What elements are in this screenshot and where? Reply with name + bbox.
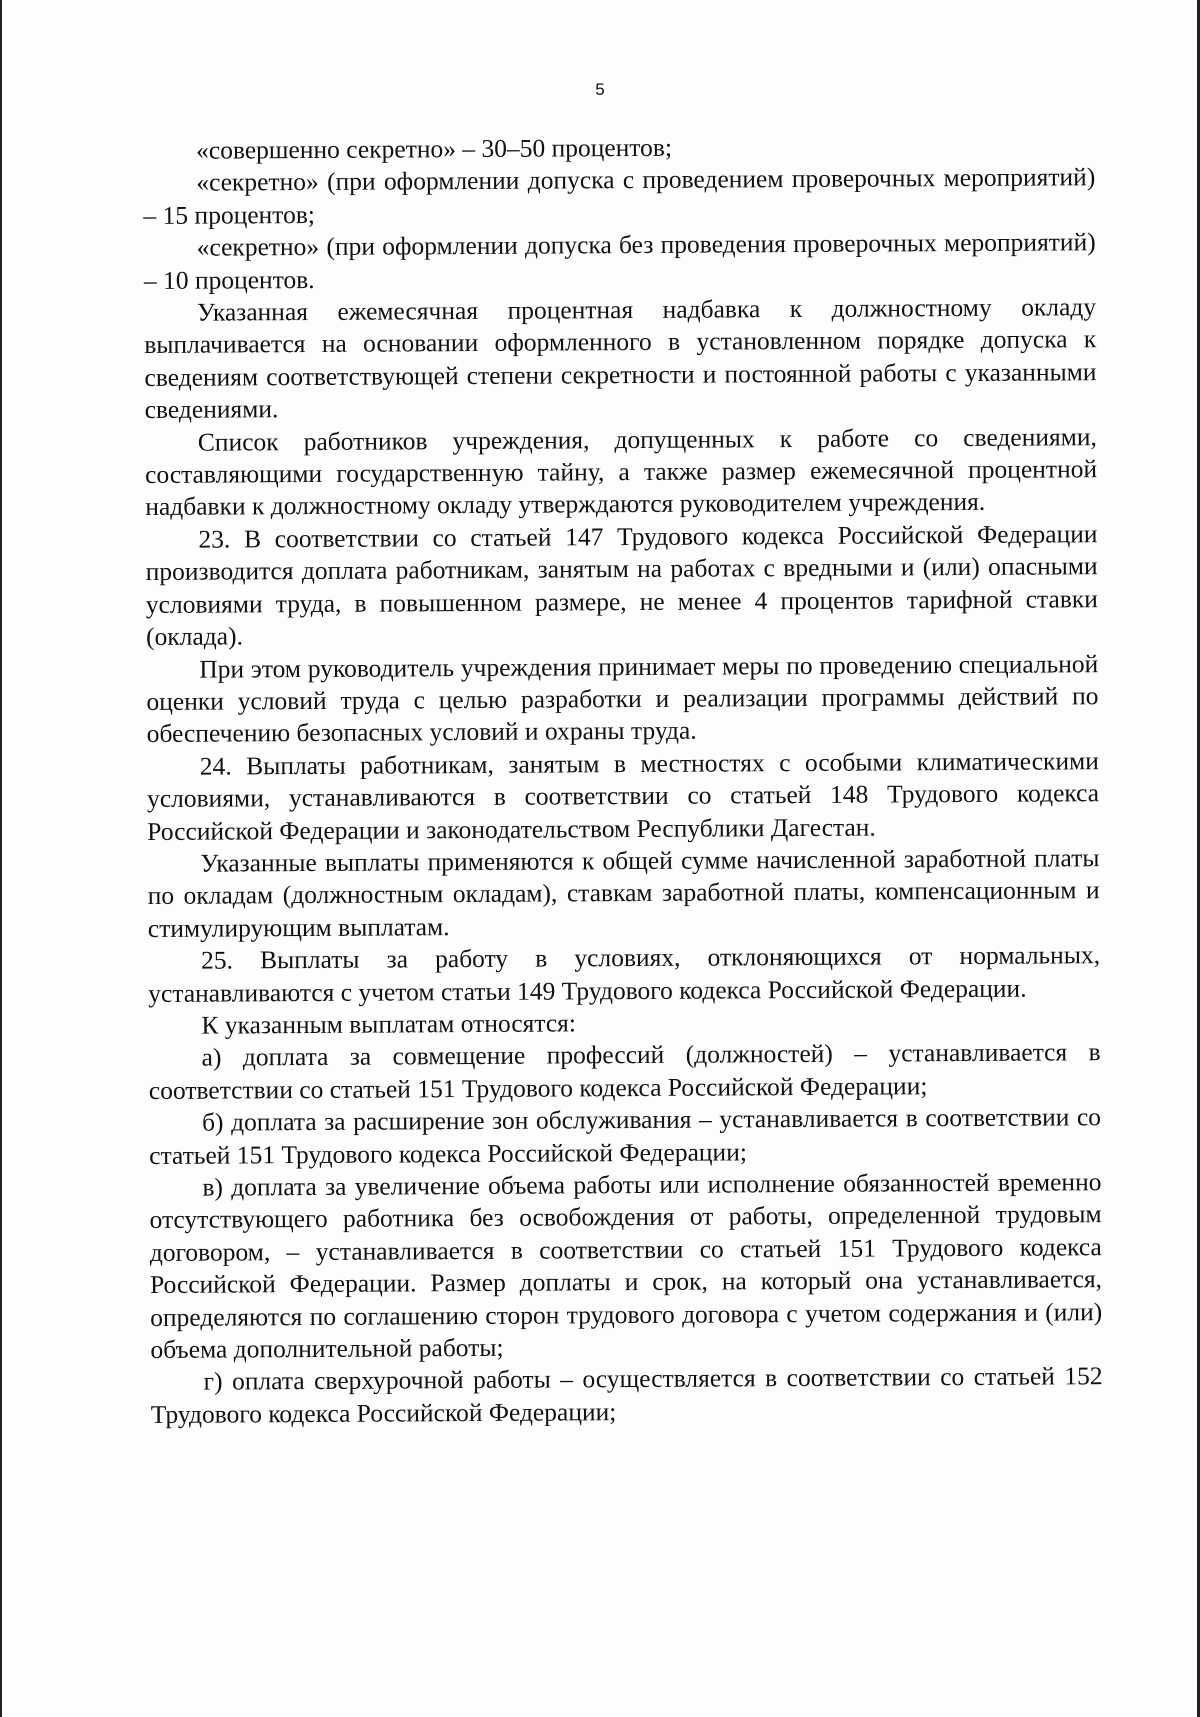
paragraph: Указанная ежемесячная процентная надбавка к должностному окладу выплачивается на основании оформленного в установленном порядке допуска к сведениям соответствующей степени секретности и постоянной работы с указанными сведениями. (144, 292, 1097, 425)
list-item-v: в) доплата за увеличение объема работы или исполнение обязанностей временно отсутствующего работника без освобождения от работы, определенной трудовым договором, – устанавливается в соответствии со статьей 151 Трудового кодекса Российской Федерации. Размер доплаты и срок, на который она устанавливается, определяются по соглашению сторон трудового договора с учетом содержания и (или) объема дополнительной работы; (149, 1167, 1103, 1365)
paragraph: При этом руководитель учреждения принимает меры по проведению специальной оценки условий труда с целью разработки и реализации программы действий по обеспечению безопасных условий и охраны труда. (146, 648, 1099, 749)
paragraph: Список работников учреждения, допущенных к работе со сведениями, составляющими государственную тайну, а также размер ежемесячной процентной надбавки к должностному окладу утверждаются руководителем учреждения. (144, 421, 1098, 522)
list-item-a: а) доплата за совмещение профессий (должностей) – устанавливается в соответствии со статьей 151 Трудового кодекса Российской Федерации; (148, 1037, 1101, 1105)
paragraph: «секретно» (при оформлении допуска без проведения проверочных мероприятий) – 10 процентов. (143, 227, 1096, 295)
scan-edge-left (0, 0, 2, 1717)
paragraph: Указанные выплаты применяются к общей сумме начисленной заработной платы по окладам (должностным окладам), ставкам заработной платы, компенсационным и стимулирующим выплатам. (147, 843, 1100, 943)
paragraph-item-24: 24. Выплаты работникам, занятым в местностях с особыми климатическими условиями, устанавливаются в соответствии со статьей 148 Трудового кодекса Российской Федерации и законодательством Республики Дагестан. (146, 745, 1100, 846)
paragraph: К указанным выплатам относятся: (201, 1008, 577, 1040)
paragraph-item-25: 25. Выплаты за работу в условиях, отклоняющихся от нормальных, устанавливаются с учетом статьи 149 Трудового кодекса Российской Федерации. (148, 940, 1101, 1008)
list-item-g: г) оплата сверхурочной работы – осуществляется в соответствии со статьей 152 Трудового кодекса Российской Федерации; (150, 1361, 1103, 1429)
list-item-b: б) доплата за расширение зон обслуживания – устанавливается в соответствии со статьей 151 Трудового кодекса Российской Федерации; (149, 1102, 1102, 1170)
page-number: 5 (595, 80, 605, 99)
document-body (143, 129, 1103, 1431)
paragraph: «совершенно секретно» – 30–50 процентов; (196, 132, 673, 165)
paragraph-item-23: 23. В соответствии со статьей 147 Трудового кодекса Российской Федерации производится доплата работникам, занятым на работах с вредными и (или) опасными условиями труда, в повышенном размере, не менее 4 процентов тарифной ставки (оклада). (145, 519, 1098, 652)
paragraph: «секретно» (при оформлении допуска с проведением проверочных мероприятий) – 15 процентов; (143, 162, 1096, 230)
